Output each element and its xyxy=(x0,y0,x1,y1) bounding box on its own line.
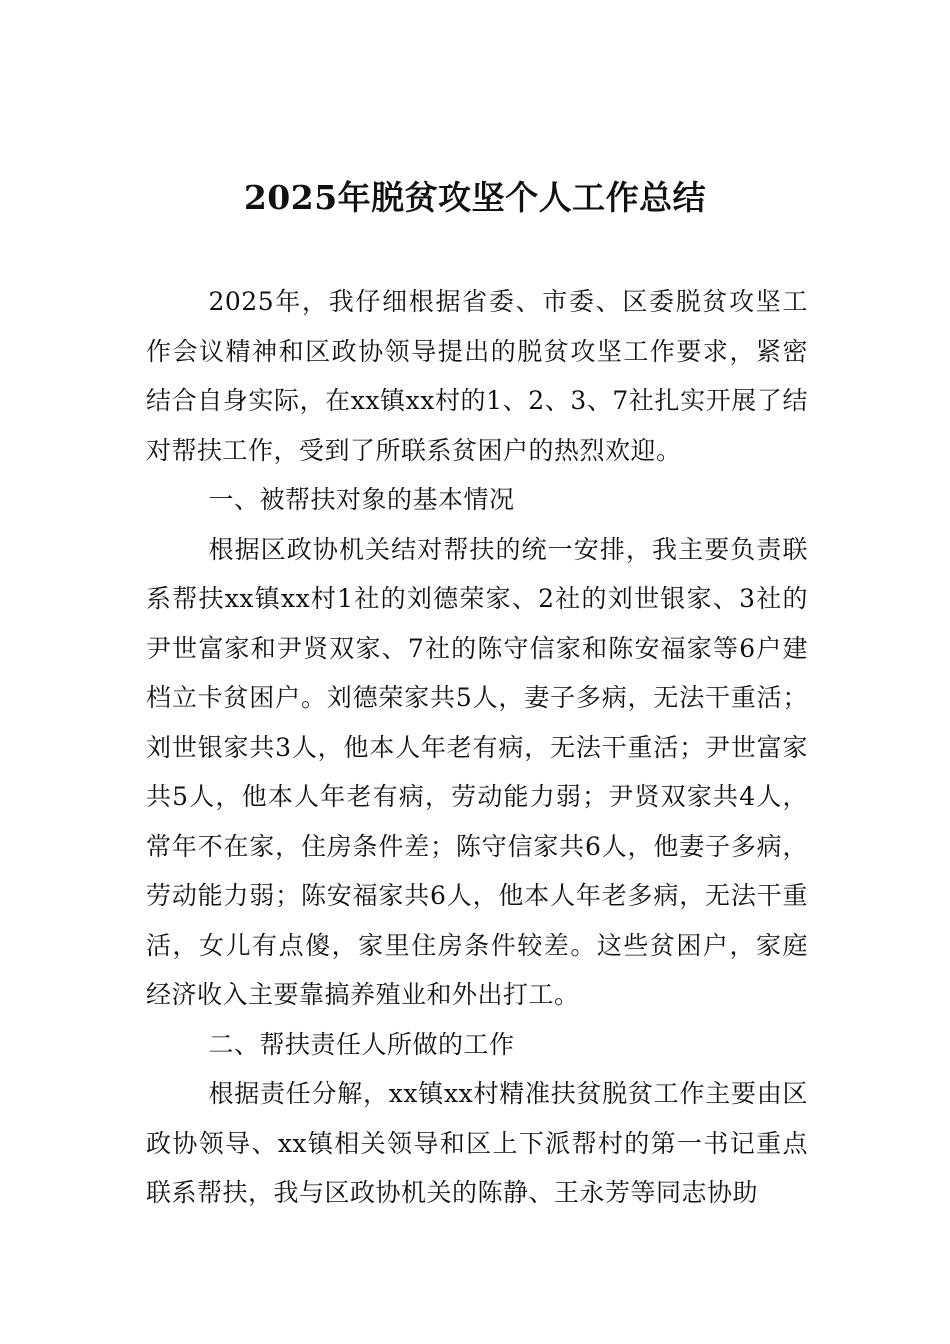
paragraph-intro: 2025年，我仔细根据省委、市委、区委脱贫攻坚工作会议精神和区政协领导提出的脱贫攻坚工作要求，紧密结合自身实际，在xx镇xx村的1、2、3、7社扎实开展了结对帮扶工作，受到了所联系贫困户的热烈欢迎。 xyxy=(146,287,808,465)
paragraph-work-done: 根据责任分解，xx镇xx村精准扶贫脱贫工作主要由区政协领导、xx镇相关领导和区上下派帮村的第一书记重点联系帮扶，我与区政协机关的陈静、王永芳等同志协助 xyxy=(146,1079,808,1207)
section-heading-1: 一、被帮扶对象的基本情况 xyxy=(208,485,515,514)
document-body xyxy=(146,277,808,1218)
document-title: 2025年脱贫攻坚个人工作总结 xyxy=(243,178,707,217)
paragraph-basic-situation: 根据区政协机关结对帮扶的统一安排，我主要负责联系帮扶xx镇xx村1社的刘德荣家、2社的刘世银家、3社的尹世富家和尹贤双家、7社的陈守信家和陈安福家等6户建档立卡贫困户。刘德荣家共5人，妻子多病，无法干重活；刘世银家共3人，他本人年老有病，无法干重活；尹世富家共5人，他本人年老有病，劳动能力弱；尹贤双家共4人，常年不在家，住房条件差；陈守信家共6人，他妻子多病，劳动能力弱；陈安福家共6人，他本人年老多病，无法干重活，女儿有点傻，家里住房条件较差。这些贫困户，家庭经济收入主要靠搞养殖业和外出打工。 xyxy=(146,534,808,1009)
section-heading-2: 二、帮扶责任人所做的工作 xyxy=(208,1029,515,1059)
